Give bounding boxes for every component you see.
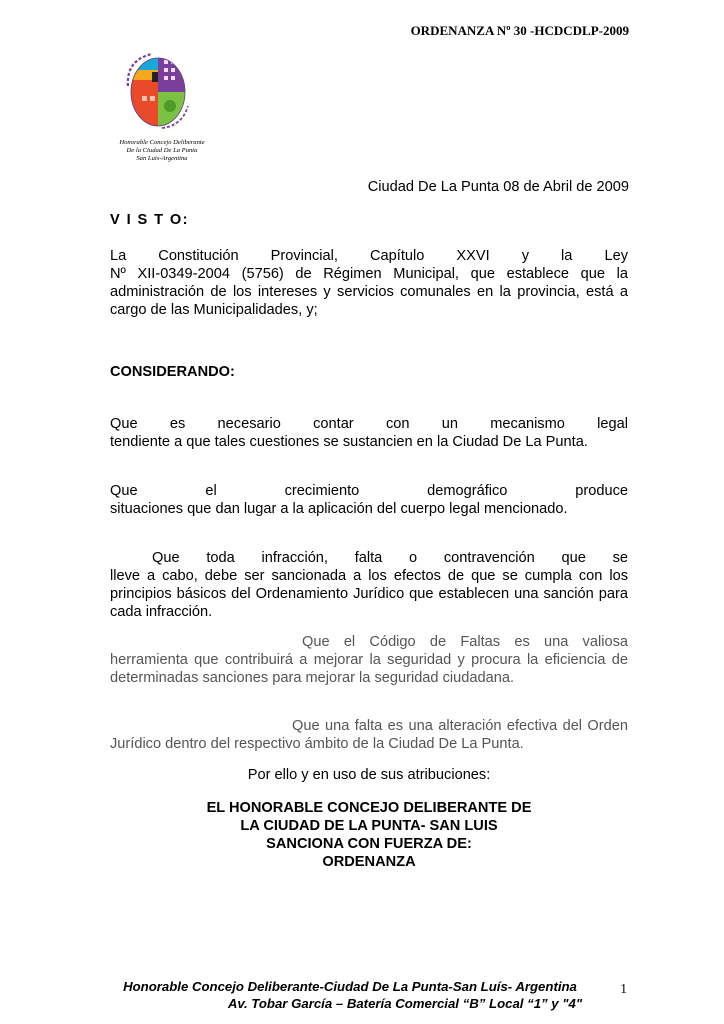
footer-line-2: Av. Tobar García – Batería Comercial “B” Local “1” y "4" <box>227 996 583 1011</box>
visto-paragraph-line: La Constitución Provincial, Capítulo XXVI y la Ley <box>110 248 628 264</box>
logo-caption-line: Honorable Concejo Deliberante <box>119 139 205 146</box>
resolution-line: SANCIONA CON FUERZA DE: <box>266 836 472 852</box>
paragraph-1-body: tendiente a que tales cuestiones se sustancien en la Ciudad De La Punta. <box>110 434 588 450</box>
date-line: Ciudad De La Punta 08 de Abril de 2009 <box>367 179 629 195</box>
paragraph-4-body: herramienta que contribuirá a mejorar la seguridad y procura la eficiencia de determinadas sanciones para mejorar la seguridad ciudadana. <box>110 652 628 686</box>
logo-caption-line: San Luis-Argentina <box>136 155 188 162</box>
por-ello-line: Por ello y en uso de sus atribuciones: <box>247 767 491 783</box>
paragraph-5-body: Jurídico dentro del respectivo ámbito de la Ciudad De La Punta. <box>110 736 524 752</box>
visto-heading: V I S T O: <box>110 212 189 228</box>
council-logo <box>118 46 198 136</box>
paragraph-1-first-line: Que es necesario contar con un mecanismo legal <box>110 416 628 432</box>
resolution-block <box>110 799 628 871</box>
logo-caption <box>112 139 212 163</box>
resolution-line: LA CIUDAD DE LA PUNTA- SAN LUIS <box>240 818 498 834</box>
considerando-heading: CONSIDERANDO: <box>110 364 235 380</box>
paragraph-3-body: lleve a cabo, debe ser sancionada a los efectos de que se cumpla con los principios básicos del Ordenamiento Jurídico que establecen una sanción para cada infracción. <box>110 568 628 620</box>
resolution-line: ORDENANZA <box>322 854 416 870</box>
footer <box>110 978 590 1012</box>
visto-paragraph-body: Nº XII-0349-2004 (5756) de Régimen Municipal, que establece que la administración de los intereses y servicios comunales en la provincia, está a cargo de las Municipalidades, y; <box>110 266 628 318</box>
paragraph-5-first-line: Que una falta es una alteración efectiva del Orden <box>292 718 628 734</box>
paragraph-4-first-line: Que el Código de Faltas es una valiosa <box>302 634 628 650</box>
logo-caption-line: De la Ciudad De La Punta <box>126 147 198 154</box>
ordinance-reference: ORDENANZA Nº 30 -HCDCDLP-2009 <box>410 23 629 38</box>
footer-line-1: Honorable Concejo Deliberante-Ciudad De La Punta-San Luís- Argentina <box>123 979 577 994</box>
paragraph-2-first-line: Que el crecimiento demográfico produce <box>110 483 628 499</box>
paragraph-2-body: situaciones que dan lugar a la aplicación del cuerpo legal mencionado. <box>110 501 568 517</box>
resolution-line: EL HONORABLE CONCEJO DELIBERANTE DE <box>206 800 532 816</box>
page-number: 1 <box>620 981 627 996</box>
paragraph-3-first-line: Que toda infracción, falta o contravención que se <box>152 550 628 566</box>
